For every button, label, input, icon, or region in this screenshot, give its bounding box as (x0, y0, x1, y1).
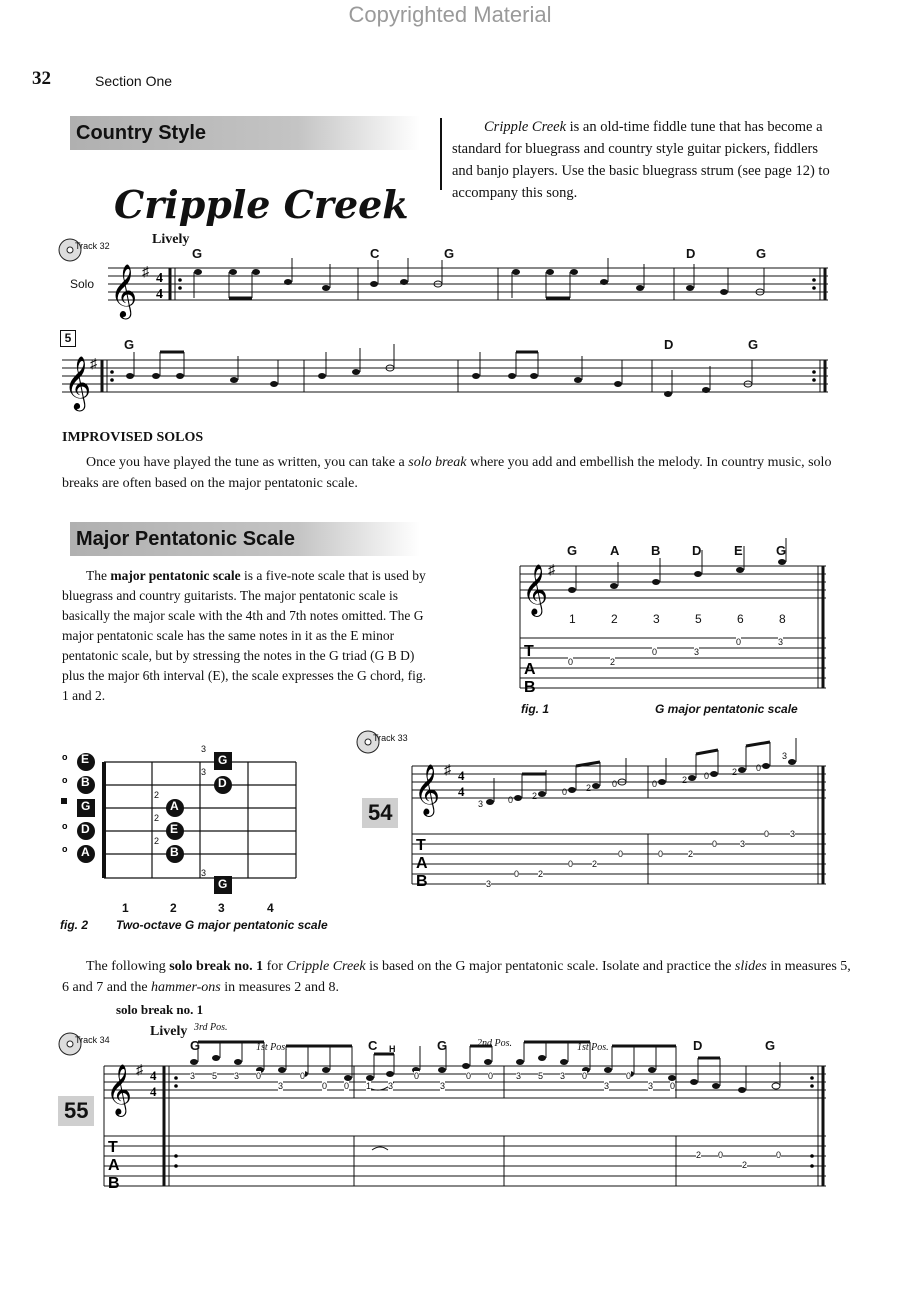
fig1-tab-number: 3 (694, 647, 700, 657)
ex54-tab-number: 2 (688, 849, 694, 859)
ex55-tab-number: 0 (256, 1071, 262, 1081)
svg-text:B: B (416, 873, 428, 890)
ex55-tab-number: 0 (626, 1071, 632, 1081)
ex54-finger: 0 (756, 763, 762, 773)
pentatonic-banner: Major Pentatonic Scale (70, 522, 420, 556)
position-marking: 3rd Pos. (194, 1022, 228, 1033)
fig2-finger: 3 (201, 767, 207, 777)
ex54-tab-number: 2 (592, 859, 598, 869)
fig1-degree: 3 (653, 612, 660, 626)
svg-text:T: T (108, 1139, 118, 1156)
fig2-finger: 2 (154, 790, 160, 800)
svg-text:♯: ♯ (90, 357, 97, 372)
fig1-tab-number: 3 (778, 637, 784, 647)
fig2-fret-number: 1 (122, 901, 129, 915)
ex54-tab-number: 3 (486, 879, 492, 889)
svg-text:𝄞: 𝄞 (522, 564, 549, 615)
position-marking: 2nd Pos. (477, 1038, 512, 1049)
fig1-tab-number: 0 (568, 657, 574, 667)
fig2-dot-note: G (218, 877, 228, 891)
chord-symbol: G (192, 246, 203, 261)
fig1-label: fig. 1 (521, 702, 550, 716)
ex55-tab-number: 0 (488, 1071, 494, 1081)
ex54-tab-number: 3 (740, 839, 746, 849)
slides-term: slides (734, 959, 767, 974)
ex54-finger: 2 (532, 791, 538, 801)
ex55-tab-number: 3 (516, 1071, 522, 1081)
solo-break-text: in measures 5, 6 and 7 and the (62, 959, 851, 995)
fig1-degree: 5 (695, 612, 702, 626)
country-style-banner: Country Style (70, 116, 420, 150)
chord-symbol: G (748, 337, 759, 352)
chord-symbol: G (124, 337, 135, 352)
fig2-dot-note: A (170, 799, 179, 813)
fig2-finger: 2 (154, 836, 160, 846)
fig1-degree: 6 (737, 612, 744, 626)
intro-song-name: Cripple Creek (484, 119, 567, 135)
svg-text:♯: ♯ (142, 265, 149, 280)
track-34-label: Track 34 (75, 1035, 110, 1045)
fig2-label: fig. 2 (60, 918, 89, 932)
ex55-tab-number: 3 (648, 1081, 654, 1091)
ex55-tab-number: 3 (604, 1081, 610, 1091)
intro-paragraph (452, 116, 832, 204)
solo-break-term: solo break no. 1 (169, 959, 264, 974)
chord-symbol: D (686, 246, 696, 261)
example-54-number: 54 (362, 798, 398, 828)
fig1-degree: 2 (611, 612, 618, 626)
chord-symbol: C (368, 1038, 378, 1053)
chord-symbol: G (190, 1038, 201, 1053)
svg-text:o: o (62, 844, 68, 854)
svg-text:A: A (416, 855, 428, 872)
svg-text:o: o (62, 821, 68, 831)
ex54-finger: 0 (508, 795, 514, 805)
ex55-tab-number: 3 (560, 1071, 566, 1081)
fig1-note-name: G (567, 543, 578, 558)
fig2-open-string: G (81, 799, 91, 813)
ex55-tab-number: 3 (440, 1081, 446, 1091)
ex55-tab-number: 3 (234, 1071, 240, 1081)
solo-break-text: is based on the G major pentatonic scale. Isolate and practice the (365, 959, 735, 974)
fig1-note-name: D (692, 543, 702, 558)
hammer-ons-term: hammer-ons (151, 980, 221, 995)
pentatonic-paragraph (62, 566, 426, 706)
solo-label: Solo (70, 277, 95, 291)
fig2-open-string: E (81, 752, 90, 766)
ex54-tab-number: 2 (538, 869, 544, 879)
svg-text:𝄞: 𝄞 (110, 263, 138, 317)
copyright-watermark: Copyrighted Material (348, 2, 552, 27)
fig2-dot-note: E (170, 822, 179, 836)
ex55-tab-number: 2 (742, 1160, 748, 1170)
fig1-tab-number: 0 (736, 637, 742, 647)
fig1-tab-number: 2 (610, 657, 616, 667)
ex54-finger: 2 (586, 783, 592, 793)
fig2-fret-number: 4 (267, 901, 274, 915)
ex55-tab-number: 0 (344, 1081, 350, 1091)
fig2-open-string: B (81, 775, 90, 789)
ex55-tab-number: 3 (388, 1081, 394, 1091)
ex55-tab-number: 2 (696, 1150, 702, 1160)
fig1-tab-number: 0 (652, 647, 658, 657)
ex54-finger: 3 (782, 751, 788, 761)
svg-text:𝄞: 𝄞 (106, 1064, 133, 1115)
svg-text:o: o (62, 775, 68, 785)
solo-break-label: solo break no. 1 (116, 1002, 204, 1017)
position-marking: 1st Pos. (577, 1042, 609, 1053)
ex54-finger: 2 (682, 775, 688, 785)
fig2-dot-note: D (218, 776, 227, 790)
fig2-dot-note: G (218, 753, 228, 767)
chord-symbol: D (693, 1038, 703, 1053)
svg-text:4: 4 (150, 1068, 157, 1083)
position-marking: 1st Pos. (256, 1042, 288, 1053)
fig2-finger: 2 (154, 813, 160, 823)
ex55-tab-number: 0 (300, 1071, 306, 1081)
ex54-finger: 0 (704, 771, 710, 781)
fig1-note-name: A (610, 543, 620, 558)
improvised-text: Once you have played the tune as written, you can take a (86, 455, 409, 470)
ex54-tab-number: 0 (712, 839, 718, 849)
solo-break-paragraph (62, 956, 852, 998)
ex55-tab-number: 3 (278, 1081, 284, 1091)
svg-text:B: B (524, 679, 536, 696)
fig2-open-string: A (81, 845, 90, 859)
improvised-solos-heading: IMPROVISED SOLOS (62, 430, 204, 445)
ex54-finger: 0 (652, 779, 658, 789)
svg-text:A: A (524, 661, 536, 678)
ex54-finger: 0 (562, 787, 568, 797)
section-title: Section One (95, 73, 173, 89)
fig2-fretboard (58, 750, 308, 900)
improvised-solos-paragraph (62, 452, 852, 494)
tempo-marking: Lively (150, 1024, 188, 1039)
chord-symbol: D (664, 337, 674, 352)
fig1-caption: G major pentatonic scale (655, 702, 798, 716)
ex54-tab-number: 0 (764, 829, 770, 839)
solo-break-text: in measures 2 and 8. (220, 980, 339, 995)
svg-text:T: T (416, 837, 426, 854)
melody-staff-line1 (108, 262, 828, 322)
ex55-tab-number: 3 (190, 1071, 196, 1081)
measure-number-box: 5 (60, 330, 76, 347)
ex55-tab-number: 0 (466, 1071, 472, 1081)
solo-break-text: The following (86, 959, 170, 974)
ex54-finger: 0 (612, 779, 618, 789)
pentatonic-text: is a five-note scale that is used by bluegrass and country guitarists. The major pentatonic scale is basically the major scale with the 4th and 7th notes omitted. The G major pentatonic scale has the same notes in it as the E minor pentatonic scale, but by stressing the notes in the G triad (G B D) plus the major 6th interval (E), the scale expresses the G chord, fig. 1 and 2. (62, 568, 427, 703)
svg-text:4: 4 (458, 784, 465, 799)
fig1-note-name: E (734, 543, 743, 558)
ex54-tab-number: 0 (568, 859, 574, 869)
improvised-text: where you add and embellish the melody. In country music, solo breaks are often based on the major pentatonic scale. (62, 455, 832, 491)
fig2-finger: 3 (201, 744, 207, 754)
fig2-fret-number: 2 (170, 901, 177, 915)
svg-text:♯: ♯ (136, 1063, 143, 1078)
svg-text:4: 4 (458, 768, 465, 783)
ex55-tab-number: 0 (776, 1150, 782, 1160)
ex54-tab-number: 0 (658, 849, 664, 859)
song-name-ref: Cripple Creek (286, 959, 366, 974)
svg-text:♯: ♯ (444, 763, 451, 778)
intro-text: is an old-time fiddle tune that has become a standard for bluegrass and country style guitar pickers, fiddlers and banjo players. Use the basic bluegrass strum (see page 12) to accompany this song. (452, 119, 830, 201)
page-number: 32 (32, 68, 51, 89)
svg-text:4: 4 (156, 271, 163, 286)
fig2-fret-number: 3 (218, 901, 225, 915)
fig2-dot-note: B (170, 845, 179, 859)
ex54-tab-number: 3 (790, 829, 796, 839)
pentatonic-term: major pentatonic scale (110, 568, 241, 583)
example-55-number: 55 (58, 1096, 94, 1126)
fig2-caption: Two-octave G major pentatonic scale (116, 918, 328, 932)
solo-break-text: for (263, 959, 287, 974)
solo-break-term: solo break (408, 455, 467, 470)
svg-text:o: o (62, 752, 68, 762)
ex54-tab-number: 0 (514, 869, 520, 879)
fig1-degree: 1 (569, 612, 576, 626)
fig2-open-string: D (81, 822, 90, 836)
chord-symbol: C (370, 246, 380, 261)
ex55-tab-number: 5 (538, 1071, 544, 1081)
svg-text:A: A (108, 1157, 120, 1174)
song-title: Cripple Creek (114, 182, 409, 227)
svg-text:4: 4 (156, 287, 163, 302)
svg-text:𝄞: 𝄞 (64, 355, 92, 409)
example-54-staff (412, 760, 826, 890)
melody-staff-line2 (62, 354, 828, 414)
svg-text:4: 4 (150, 1084, 157, 1099)
intro-rule (440, 118, 442, 190)
track-32-label: Track 32 (75, 241, 110, 251)
chord-symbol: G (437, 1038, 448, 1053)
fig1-note-name: B (651, 543, 661, 558)
ex55-tab-number: 0 (322, 1081, 328, 1091)
svg-text:B: B (108, 1175, 120, 1192)
pentatonic-text: The (86, 568, 111, 583)
chord-symbol: G (765, 1038, 776, 1053)
ex55-tab-number: 0 (718, 1150, 724, 1160)
fig1-note-name: G (776, 543, 787, 558)
ex55-tab-number: 5 (212, 1071, 218, 1081)
ex54-finger: 3 (478, 799, 484, 809)
ex54-finger: 2 (732, 767, 738, 777)
fig2-finger: 3 (201, 868, 207, 878)
hammer-on-mark: H (389, 1044, 396, 1054)
ex55-tab-number: 1 (366, 1081, 372, 1091)
ex55-tab-number: 0 (582, 1071, 588, 1081)
fig1-degree: 8 (779, 612, 786, 626)
svg-text:𝄞: 𝄞 (414, 764, 441, 815)
svg-text:♯: ♯ (548, 563, 555, 578)
track-33-label: Track 33 (373, 733, 408, 743)
ex54-tab-number: 0 (618, 849, 624, 859)
fig1-staff (520, 560, 826, 700)
ex55-tab-number: 0 (670, 1081, 676, 1091)
chord-symbol: G (444, 246, 455, 261)
ex55-tab-number: 0 (414, 1071, 420, 1081)
tempo-marking: Lively (152, 232, 190, 247)
chord-symbol: G (756, 246, 767, 261)
svg-text:T: T (524, 643, 534, 660)
